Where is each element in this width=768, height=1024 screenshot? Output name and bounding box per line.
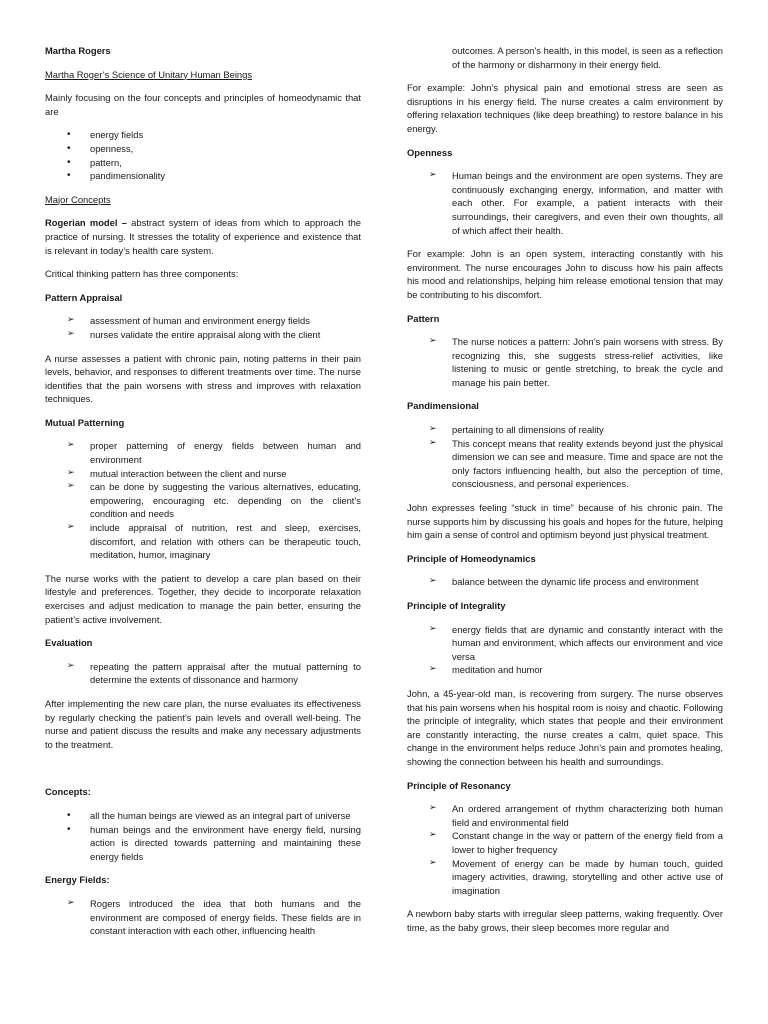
right-column	[407, 44, 723, 944]
arrow-bullet-icon: ➢	[67, 327, 75, 338]
pandimensional-list	[407, 423, 723, 491]
list-item: • human beings and the environment have energy field, nursing action is directed towards patterning and maintaining these energy fields	[67, 823, 361, 862]
resonancy-example: A newborn baby starts with irregular sleep patterns, waking frequently. Over time, as the baby grows, their sleep becomes more regular and	[407, 908, 723, 933]
list-item: • energy fields	[67, 129, 144, 141]
critical-thinking-paragraph: Critical thinking pattern has three components:	[45, 268, 239, 280]
list-item: ➢ meditation and humor	[429, 663, 543, 676]
concepts-heading: Concepts:	[45, 786, 91, 798]
list-item: ➢ Human beings and the environment are open systems. They are continuously exchanging energy, information, and matter with each other. For example, a patient interacts with their surroundings, their caregivers, and even their own thoughts, all of which affect their health.	[429, 169, 723, 236]
list-item: ➢ assessment of human and environment energy fields	[67, 314, 310, 327]
arrow-bullet-icon: ➢	[429, 423, 437, 434]
resonancy-heading: Principle of Resonancy	[407, 779, 511, 791]
arrow-bullet-icon: ➢	[429, 169, 437, 180]
list-item: ➢ nurses validate the entire appraisal along with the client	[67, 327, 321, 340]
pattern-appraisal-heading: Pattern Appraisal	[45, 291, 123, 303]
major-concepts-heading: Major Concepts	[45, 193, 111, 205]
arrow-bullet-icon: ➢	[429, 335, 437, 346]
arrow-bullet-icon: ➢	[67, 466, 75, 477]
pattern-appraisal-list	[45, 314, 361, 341]
list-item: • pattern,	[67, 156, 122, 168]
integrality-example: John, a 45-year-old man, is recovering from surgery. The nurse observes that his pain worsens when his hospital room is noisy and chaotic. Following the principle of integrality, which states that people and their environment are constantly interacting, the nurse creates a calm, quiet space. This change in the environment helps reduce John’s pain and promotes healing, showing the connection between his health and surroundings.	[407, 687, 723, 767]
bullet-icon: •	[67, 823, 71, 835]
pandimensional-heading: Pandimensional	[407, 400, 479, 412]
list-item: ➢ balance between the dynamic life process and environment	[429, 575, 699, 588]
spacer	[45, 761, 361, 785]
list-item: ➢ This concept means that reality extends beyond just the physical dimension we can see and measure. Time and space are not the only factors influencing health, but also the perception of time, consciousness, and personal experiences.	[429, 436, 723, 490]
list-item: ➢ proper patterning of energy fields between human and environment	[67, 439, 361, 466]
list-item: ➢ repeating the pattern appraisal after the mutual patterning to determine the extents of dissonance and harmony	[67, 659, 361, 686]
arrow-bullet-icon: ➢	[67, 659, 75, 670]
list-item: • all the human beings are viewed as an integral part of universe	[67, 809, 351, 821]
mutual-patterning-example: The nurse works with the patient to develop a care plan based on their lifestyle and preferences. Together, they decide to incorporate relaxation exercises and adjust medication to manage the pain better, ensuring the patient’s active involvement.	[45, 572, 361, 625]
list-item: outcomes. A person’s health, in this model, is seen as a reflection of the harmony or disharmony in their energy field.	[452, 45, 723, 70]
list-item: • openness,	[67, 142, 134, 154]
mutual-patterning-heading: Mutual Patterning	[45, 416, 125, 428]
list-item: ➢ Rogers introduced the idea that both humans and the environment are composed of energy fields. These fields are in constant interaction with each other, influencing health	[67, 896, 361, 937]
left-column	[45, 44, 361, 948]
mutual-patterning-list	[45, 439, 361, 561]
arrow-bullet-icon: ➢	[67, 896, 75, 907]
list-item: ➢ include appraisal of nutrition, rest and sleep, exercises, discomfort, and relation with others can be therapeutic touch, meditation, humor, imaginary	[67, 521, 361, 561]
energy-fields-list	[45, 897, 361, 938]
arrow-bullet-icon: ➢	[429, 663, 437, 674]
energy-fields-continued	[407, 44, 723, 71]
list-item: ➢ Movement of energy can be made by human touch, guided imagery activities, drawing, storytelling and other active use of imagination	[429, 856, 723, 896]
arrow-bullet-icon: ➢	[67, 314, 75, 325]
bullet-icon: •	[67, 170, 71, 182]
bullet-icon: •	[67, 129, 71, 141]
bullet-icon: •	[67, 809, 71, 821]
bullet-icon: •	[67, 142, 71, 154]
list-item: ➢ energy fields that are dynamic and constantly interact with the human and environment, which affects our environment and vice versa	[429, 622, 723, 662]
pandimensional-example: John expresses feeling “stuck in time” because of his chronic pain. The nurse supports him by discussing his goals and hopes for the future, helping him gain a sense of control and optimism beyond just physical treatment.	[407, 502, 723, 541]
arrow-bullet-icon: ➢	[429, 436, 437, 447]
resonancy-list	[407, 802, 723, 897]
rogerian-model-paragraph: Rogerian model – abstract system of ideas from which to approach the practice of nursing. It stresses the totality of experience and existence that is relevant in today’s health care system.	[45, 217, 362, 256]
arrow-bullet-icon: ➢	[429, 575, 437, 586]
bullet-icon: •	[67, 156, 71, 168]
openness-list	[407, 169, 723, 237]
list-item: ➢ Constant change in the way or pattern of the energy field from a lower to higher frequency	[429, 829, 723, 855]
evaluation-list	[45, 660, 361, 687]
list-item: ➢ mutual interaction between the client and nurse	[67, 466, 287, 479]
evaluation-heading: Evaluation	[45, 637, 93, 649]
integrality-heading: Principle of Integrality	[407, 600, 506, 611]
arrow-bullet-icon: ➢	[429, 622, 437, 633]
document-subtitle: Martha Roger’s Science of Unitary Human Beings	[45, 68, 253, 80]
list-item: ➢ pertaining to all dimensions of reality	[429, 423, 604, 436]
list-item: ➢ An ordered arrangement of rhythm characterizing both human field and environmental field	[429, 802, 723, 828]
arrow-bullet-icon: ➢	[429, 802, 437, 813]
list-item: ➢ can be done by suggesting the various alternatives, educating, empowering, encouraging etc. depending on the client’s condition and needs	[67, 480, 361, 520]
concepts-list	[45, 809, 361, 863]
intro-list	[45, 128, 361, 182]
pattern-appraisal-example: A nurse assesses a patient with chronic pain, noting patterns in their pain levels, behavior, and responses to different treatments over time. The nurse identifies that the pain worsens with stress and improves with relaxation techniques.	[45, 352, 361, 405]
openness-heading: Openness	[407, 146, 453, 158]
intro-paragraph: Mainly focusing on the four concepts and principles of homeodynamic that are	[45, 92, 361, 117]
pattern-list	[407, 335, 723, 389]
homeodynamics-list	[407, 575, 723, 589]
arrow-bullet-icon: ➢	[67, 439, 75, 450]
rogerian-term: Rogerian model –	[45, 217, 127, 229]
homeodynamics-heading: Principle of Homeodynamics	[407, 552, 536, 564]
list-item: • pandimensionality	[67, 170, 166, 182]
arrow-bullet-icon: ➢	[67, 521, 75, 532]
evaluation-example: After implementing the new care plan, the nurse evaluates its effectiveness by regularly checking the patient’s pain levels and overall well-being. The nurse and patient discuss the results and make any necessary adjustments to the treatment.	[45, 697, 361, 750]
integrality-list	[407, 623, 723, 677]
energy-fields-heading: Energy Fields:	[45, 874, 110, 886]
pattern-heading: Pattern	[407, 312, 440, 324]
arrow-bullet-icon: ➢	[429, 856, 437, 867]
arrow-bullet-icon: ➢	[67, 480, 75, 491]
list-item: ➢ The nurse notices a pattern: John’s pain worsens with stress. By recognizing this, she suggests stress-relief activities, like listening to music or gentle stretching, to break the cycle and manage his pain better.	[429, 335, 723, 388]
energy-fields-example: For example: John’s physical pain and emotional stress are seen as disruptions in his energy field. The nurse creates a calm environment by offering relaxation techniques (like deep breathing) to restore balance in his energy.	[407, 82, 723, 134]
arrow-bullet-icon: ➢	[429, 829, 437, 840]
openness-example: For example: John is an open system, interacting constantly with his environment. The nurse encourages John to discuss how his pain affects his mood and relationships, helping him release emotional tension that may be contributing to his discomfort.	[407, 248, 723, 300]
document-title: Martha Rogers	[45, 45, 111, 56]
